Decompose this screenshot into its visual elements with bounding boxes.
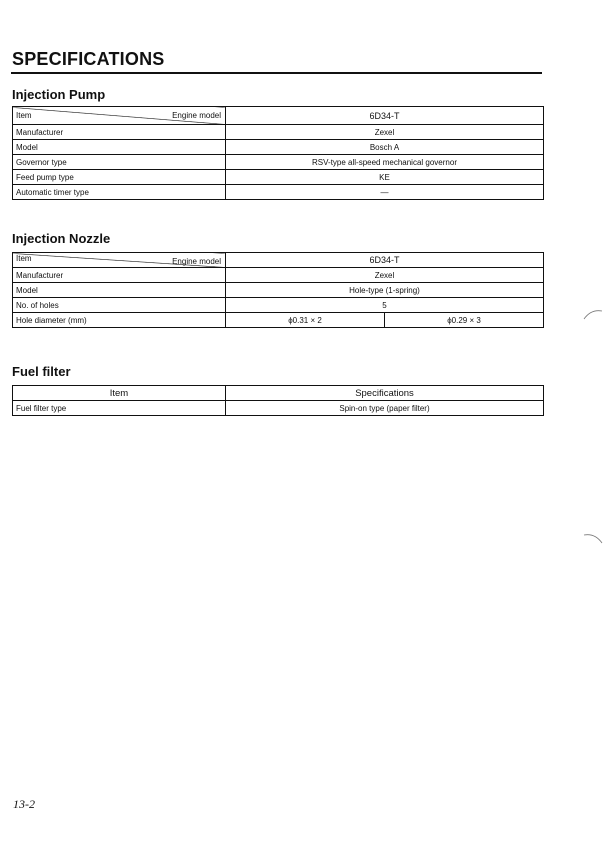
row-value: Zexel — [226, 125, 544, 140]
row-item: Model — [13, 283, 226, 298]
row-item: Model — [13, 140, 226, 155]
fuel-filter-heading: Fuel filter — [12, 364, 71, 379]
scan-edge-mark — [583, 531, 603, 545]
table-row — [13, 313, 544, 328]
injection-nozzle-heading: Injection Nozzle — [12, 231, 111, 246]
specifications-column-header: Specifications — [226, 386, 544, 401]
table-row — [13, 125, 544, 140]
row-value: KE — [226, 170, 544, 185]
row-value: 5 — [226, 298, 544, 313]
engine-model-value: 6D34-T — [226, 253, 544, 268]
row-item: Automatic timer type — [13, 185, 226, 200]
item-label: Item — [16, 254, 32, 263]
engine-model-label: Engine model — [172, 111, 221, 120]
row-item: Feed pump type — [13, 170, 226, 185]
table-row — [13, 155, 544, 170]
row-item: Governor type — [13, 155, 226, 170]
table-row — [13, 140, 544, 155]
engine-model-label: Engine model — [172, 257, 221, 266]
item-column-header: Item — [13, 386, 226, 401]
table-row — [13, 170, 544, 185]
title-rule — [11, 72, 542, 74]
table-row — [13, 185, 544, 200]
hole-diameter-value-a: ϕ0.31 × 2 — [226, 313, 385, 328]
page-number: 13-2 — [13, 797, 35, 811]
table-header-row — [13, 107, 544, 125]
table-header-row — [13, 386, 544, 401]
page-title: SPECIFICATIONS — [12, 49, 165, 69]
row-value: RSV-type all-speed mechanical governor — [226, 155, 544, 170]
row-item: Manufacturer — [13, 125, 226, 140]
table-row — [13, 401, 544, 416]
table-row — [13, 283, 544, 298]
diagonal-header-cell — [13, 107, 226, 125]
injection-nozzle-table — [12, 252, 544, 328]
row-item: Hole diameter (mm) — [13, 313, 226, 328]
hole-diameter-value-b: ϕ0.29 × 3 — [385, 313, 544, 328]
row-item: No. of holes — [13, 298, 226, 313]
row-item: Manufacturer — [13, 268, 226, 283]
row-value: Spin-on type (paper filter) — [226, 401, 544, 416]
diagonal-header-cell — [13, 253, 226, 268]
fuel-filter-table — [12, 385, 544, 416]
injection-pump-table — [12, 106, 544, 200]
row-item: Fuel filter type — [13, 401, 226, 416]
row-value: Bosch A — [226, 140, 544, 155]
engine-model-value: 6D34-T — [226, 107, 544, 125]
row-value: — — [226, 185, 544, 200]
table-row — [13, 298, 544, 313]
row-value: Hole-type (1-spring) — [226, 283, 544, 298]
table-header-row — [13, 253, 544, 268]
table-row — [13, 268, 544, 283]
scan-edge-mark — [583, 307, 603, 321]
item-label: Item — [16, 111, 32, 120]
row-value: Zexel — [226, 268, 544, 283]
injection-pump-heading: Injection Pump — [12, 87, 106, 102]
